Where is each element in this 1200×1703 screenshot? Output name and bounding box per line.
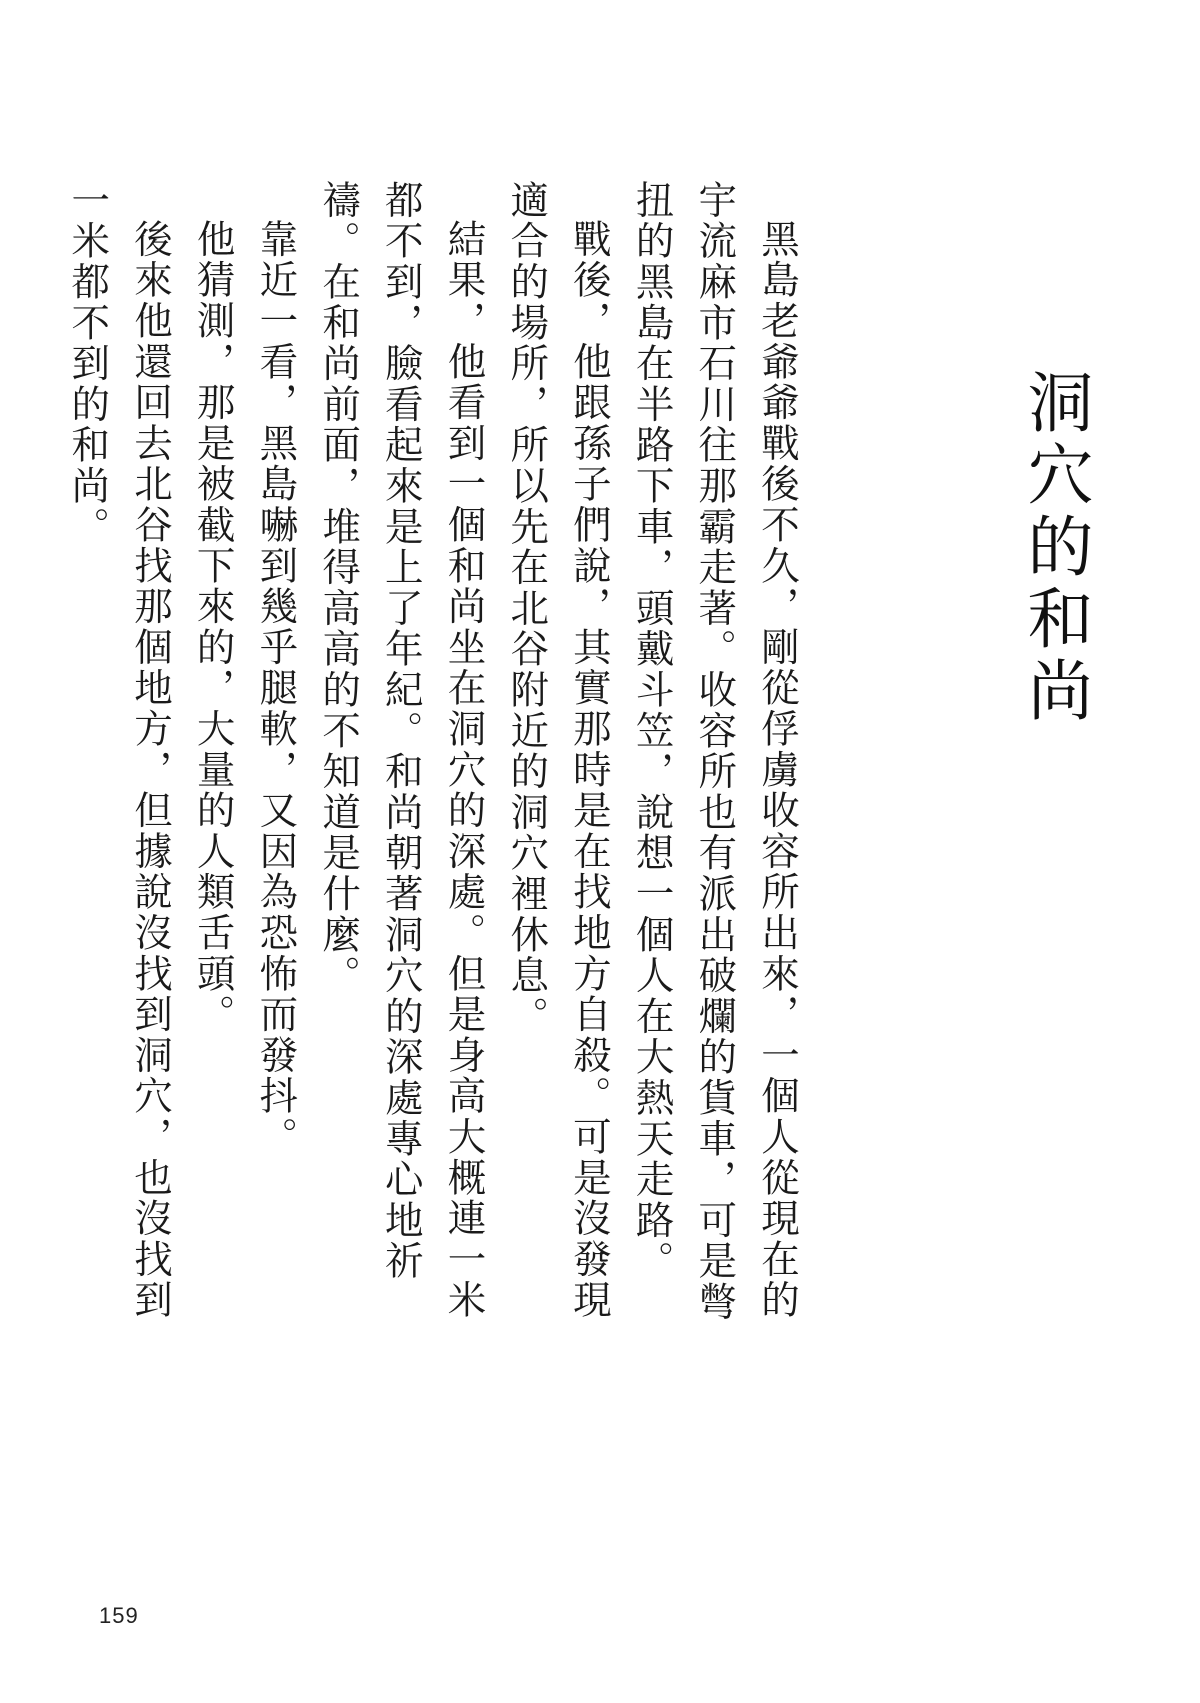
paragraph: 靠近一看，黑島嚇到幾乎腿軟，又因為恐怖而發抖。 bbox=[253, 218, 299, 1157]
paragraph: 後來他還回去北谷找那個地方，但據說沒找到洞穴，也沒找到一米都不到的和尚。 bbox=[65, 180, 173, 1321]
page-number: 159 bbox=[99, 1603, 139, 1628]
paragraph: 戰後，他跟孫子們說，其實那時是在找地方自殺。可是沒發現適合的場所，所以先在北谷附近的洞穴裡休息。 bbox=[504, 180, 612, 1321]
chapter-title: 洞穴的和尚 bbox=[1016, 368, 1093, 728]
paragraph: 他猜測，那是被截下來的，大量的人類舌頭。 bbox=[190, 218, 236, 1035]
paragraph: 結果，他看到一個和尚坐在洞穴的深處。但是身高大概連一米都不到，臉看起來是上了年紀。和尚朝著洞穴的深處專心地祈禱。在和尚前面，堆得高高的不知道是什麼。 bbox=[316, 180, 487, 1321]
paragraph: 黑島老爺爺戰後不久，剛從俘虜收容所出來，一個人從現在的宇流麻市石川往那霸走著。收容所也有派出破爛的貨車，可是彆扭的黑島在半路下車，頭戴斗笠，說想一個人在大熱天走路。 bbox=[629, 180, 800, 1323]
body-text bbox=[56, 180, 808, 1360]
